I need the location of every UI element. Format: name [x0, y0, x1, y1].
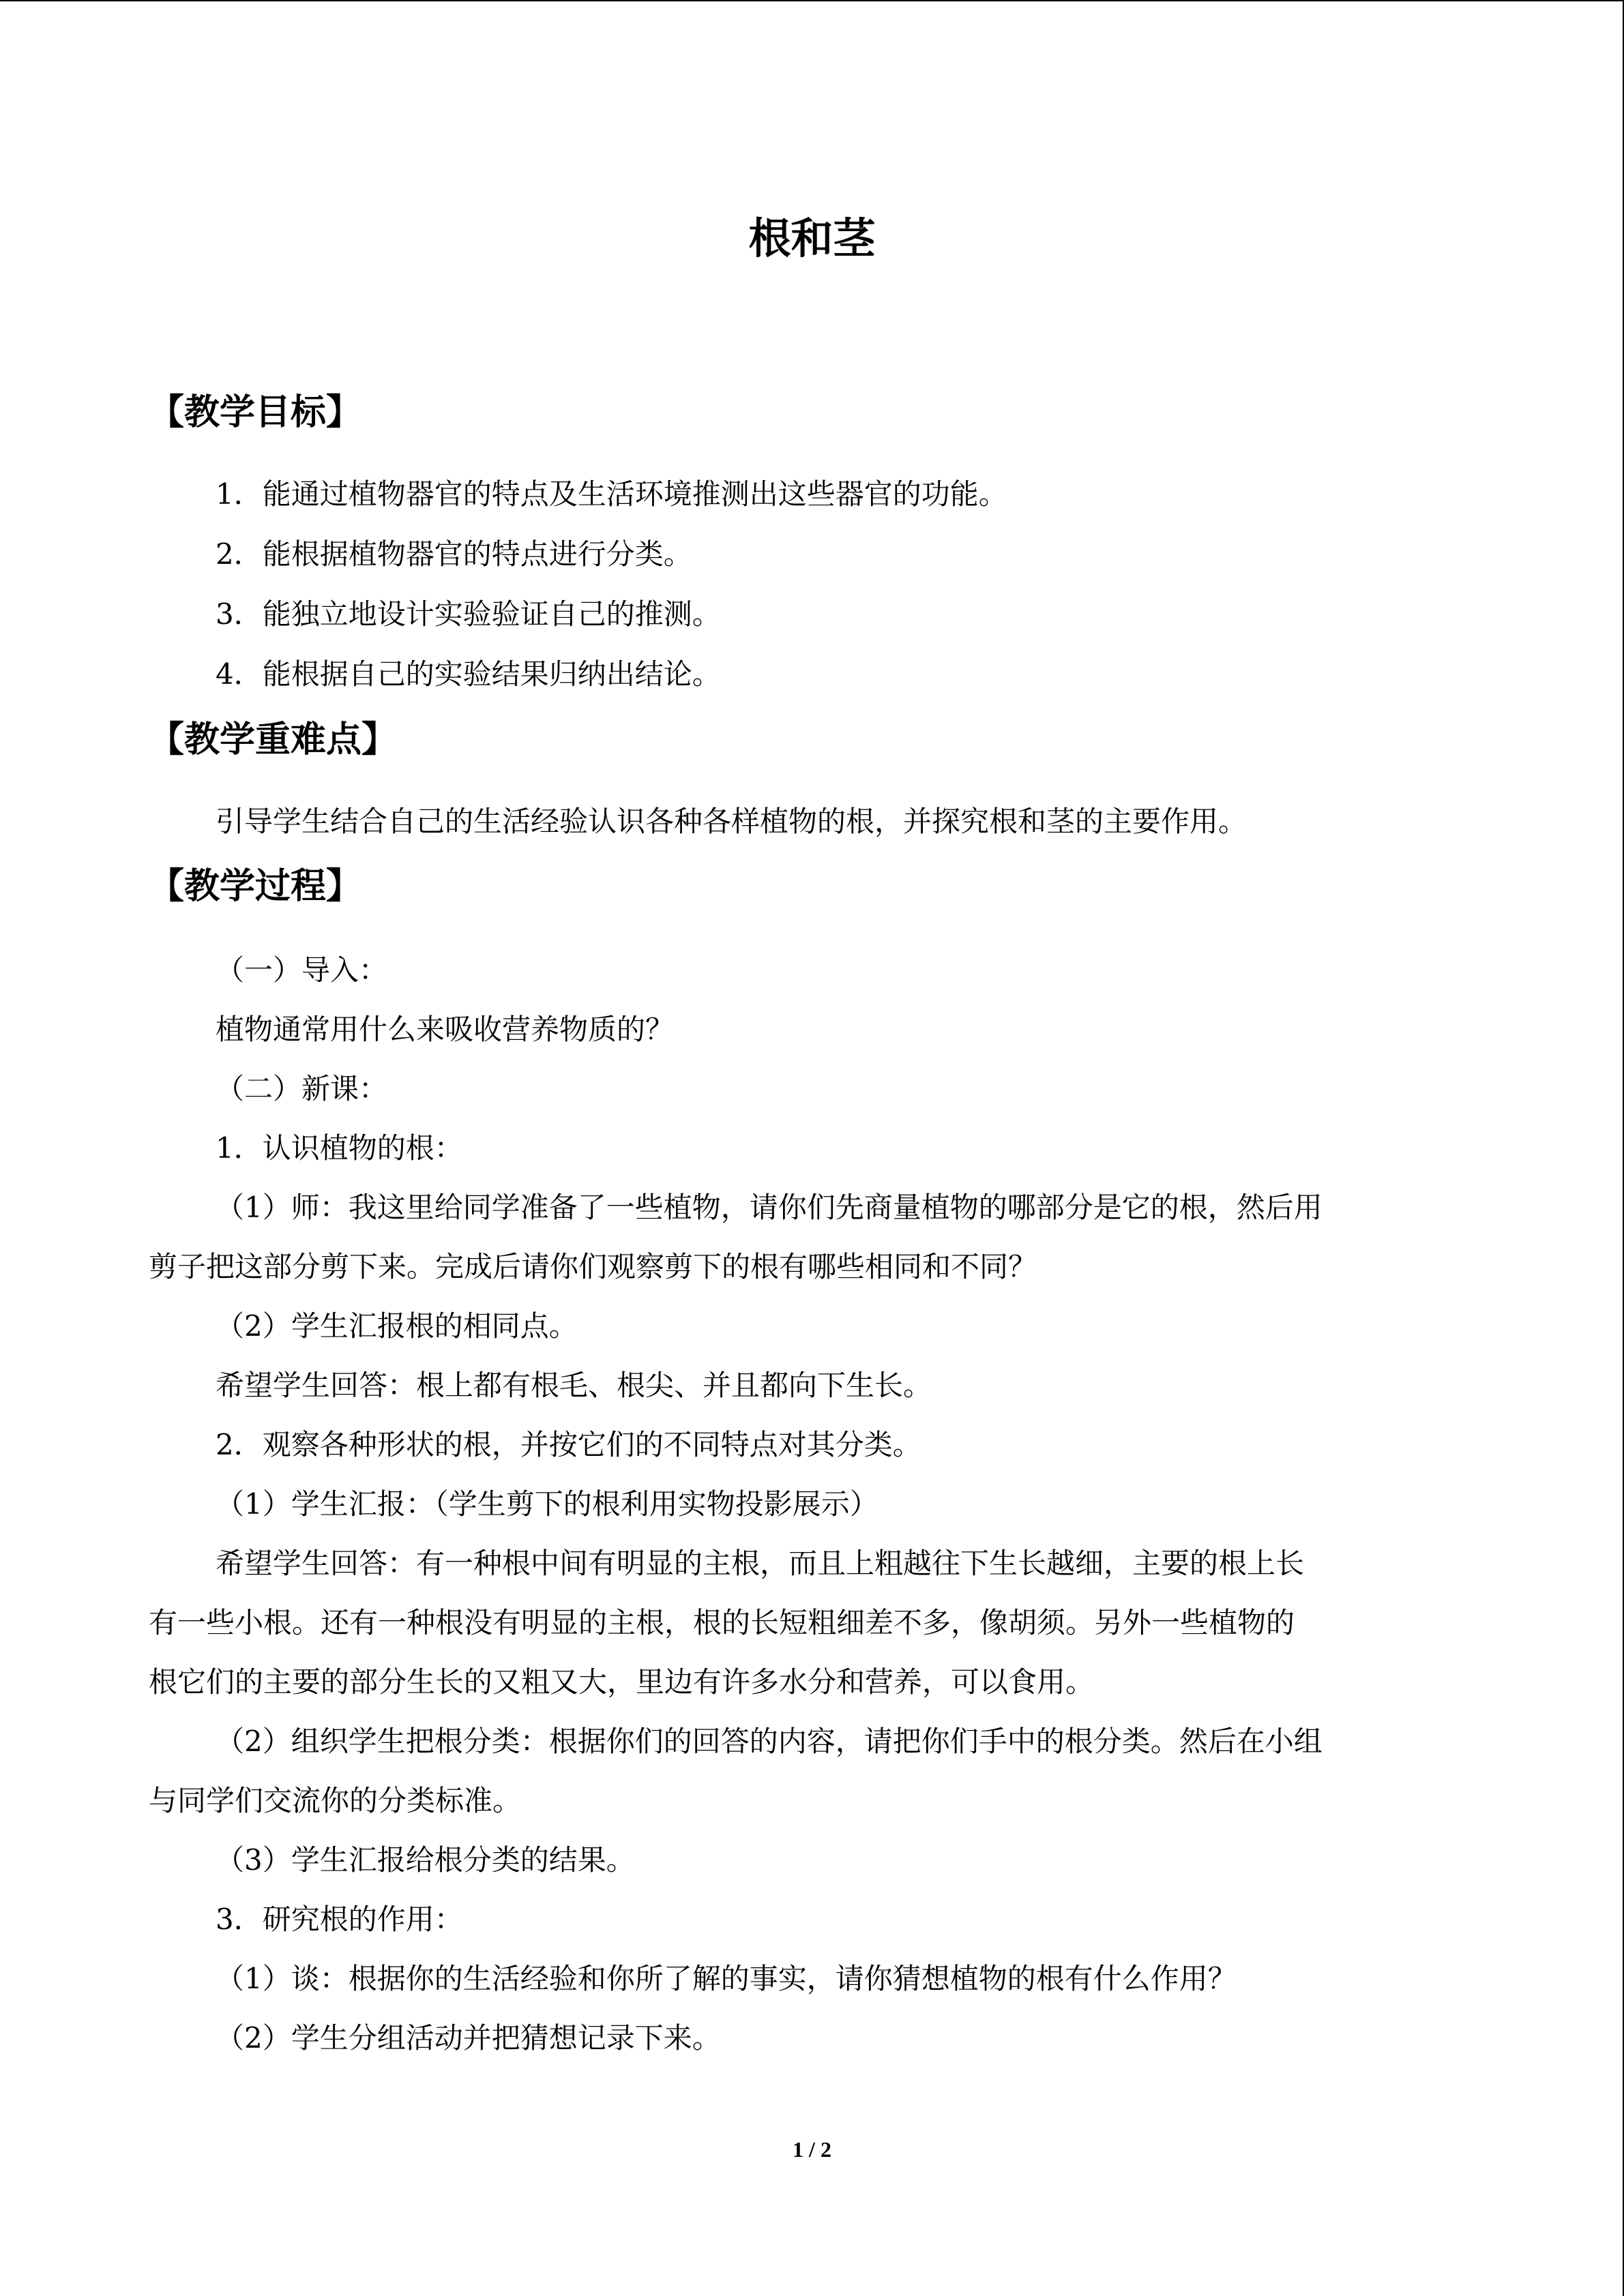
process-line: （二）新课： — [216, 1072, 388, 1105]
process-line: （1）师：我这里给同学准备了一些植物，请你们先商量植物的哪部分是它的根，然后用 — [216, 1191, 1323, 1224]
process-line: （2）组织学生把根分类：根据你们的回答的内容，请把你们手中的根分类。然后在小组 — [216, 1725, 1323, 1758]
process-line: 希望学生回答：有一种根中间有明显的主根，而且上粗越往下生长越细，主要的根上长 — [216, 1547, 1305, 1580]
heading-key-points: 【教学重难点】 — [149, 719, 398, 760]
key-points-text: 引导学生结合自己的生活经验认识各种各样植物的根，并探究根和茎的主要作用。 — [216, 805, 1247, 838]
process-line: （一）导入： — [216, 953, 388, 987]
process-line: 根它们的主要的部分生长的又粗又大，里边有许多水分和营养，可以食用。 — [149, 1665, 1095, 1699]
process-line: （2）学生分组活动并把猜想记录下来。 — [216, 2021, 721, 2055]
objective-item: 3．能独立地设计实验验证自己的推测。 — [216, 597, 721, 631]
process-line: 有一些小根。还有一种根没有明显的主根，根的长短粗细差不多，像胡须。另外一些植物的 — [149, 1606, 1295, 1639]
process-line: （1）谈：根据你的生活经验和你所了解的事实，请你猜想植物的根有什么作用？ — [216, 1962, 1237, 1995]
page-number: 1 / 2 — [793, 2137, 831, 2162]
process-line: 3．研究根的作用： — [216, 1903, 463, 1936]
objective-item: 4．能根据自己的实验结果归纳出结论。 — [216, 657, 721, 691]
heading-process: 【教学过程】 — [149, 866, 362, 907]
process-line: 2．观察各种形状的根，并按它们的不同特点对其分类。 — [216, 1428, 921, 1461]
process-line: 1．认识植物的根： — [216, 1131, 463, 1165]
process-line: （1）学生汇报：（学生剪下的根利用实物投影展示） — [216, 1487, 879, 1521]
objective-item: 1．能通过植物器官的特点及生活环境推测出这些器官的功能。 — [216, 477, 1007, 511]
process-line: 希望学生回答：根上都有根毛、根尖、并且都向下生长。 — [216, 1369, 932, 1402]
process-line: （2）学生汇报根的相同点。 — [216, 1309, 578, 1343]
process-line: （3）学生汇报给根分类的结果。 — [216, 1843, 635, 1877]
process-line: 植物通常用什么来吸收营养物质的？ — [216, 1013, 675, 1046]
objective-item: 2．能根据植物器官的特点进行分类。 — [216, 537, 692, 571]
heading-objectives: 【教学目标】 — [149, 392, 362, 433]
process-line: 剪子把这部分剪下来。完成后请你们观察剪下的根有哪些相同和不同？ — [149, 1250, 1037, 1283]
process-line: 与同学们交流你的分类标准。 — [149, 1784, 522, 1817]
document-title: 根和茎 — [748, 213, 876, 263]
